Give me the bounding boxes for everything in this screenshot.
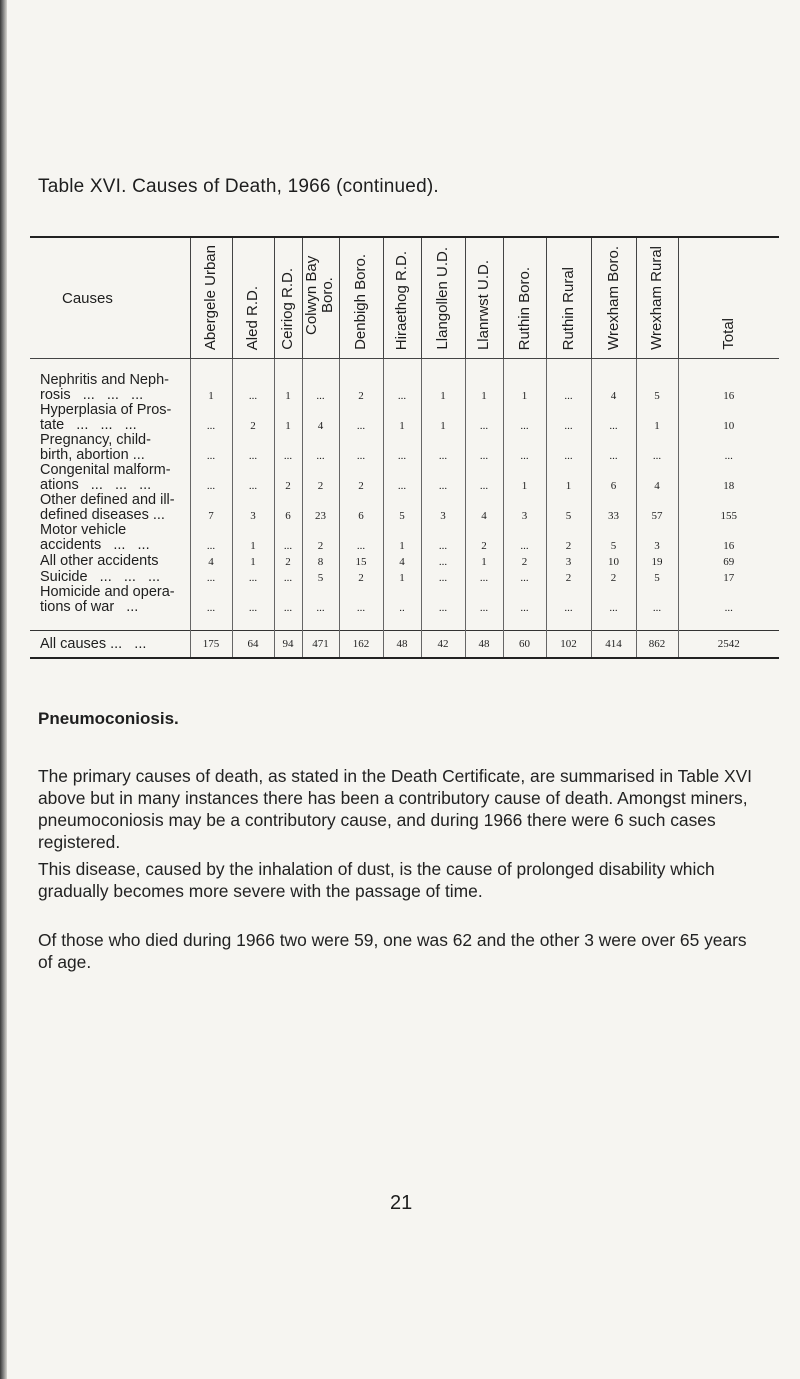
- table-cell: 19: [636, 553, 678, 569]
- table-cell: ...: [546, 433, 591, 463]
- causes-column-header: Causes: [30, 237, 190, 359]
- column-header: Ceiriog R.D.: [274, 237, 302, 359]
- spacer-cell: [190, 615, 232, 631]
- total-cell: 48: [465, 631, 503, 659]
- table-cell: ...: [678, 585, 779, 615]
- table-cell: 15: [339, 553, 383, 569]
- table-cell: 1: [546, 463, 591, 493]
- table-cell: 3: [503, 493, 546, 523]
- table-cell: 6: [339, 493, 383, 523]
- total-cell: 94: [274, 631, 302, 659]
- column-header: Hiraethog R.D.: [383, 237, 421, 359]
- table-cell: ...: [190, 463, 232, 493]
- column-header: Llangollen U.D.: [421, 237, 465, 359]
- table-cell: ...: [274, 433, 302, 463]
- table-row: [30, 463, 779, 493]
- table-cell: 33: [591, 493, 636, 523]
- table-cell: 1: [383, 403, 421, 433]
- column-header: Aled R.D.: [232, 237, 274, 359]
- table-cell: ...: [421, 463, 465, 493]
- cause-label: Hyperplasia of Pros- tate ... ... ...: [40, 402, 172, 433]
- total-label: All causes ... ...: [30, 631, 190, 659]
- spacer-cell: [274, 615, 302, 631]
- table-cell: 1: [274, 403, 302, 433]
- total-cell: 471: [302, 631, 339, 659]
- table-cell: 6: [591, 463, 636, 493]
- table-cell: ...: [636, 585, 678, 615]
- table-cell: ...: [232, 569, 274, 585]
- table-cell: 17: [678, 569, 779, 585]
- table-cell: ...: [302, 433, 339, 463]
- table-cell: 10: [678, 403, 779, 433]
- table-cell: ...: [465, 569, 503, 585]
- paragraph: The primary causes of death, as stated in the Death Certificate, are summarised in Table XVI above but in many instances there has been a contributory cause of death. Amongst miners, pneumoconiosis may be a contributory cause, and during 1966 there were 6 such cases registered.: [38, 766, 753, 853]
- table-cell: ...: [421, 553, 465, 569]
- total-cell: 414: [591, 631, 636, 659]
- spacer-cell: [302, 615, 339, 631]
- table-cell: ...: [274, 569, 302, 585]
- table-cell: 2: [591, 569, 636, 585]
- table-cell: ...: [591, 585, 636, 615]
- table-cell: 1: [421, 403, 465, 433]
- table-cell: 6: [274, 493, 302, 523]
- table-cell: 2: [232, 403, 274, 433]
- column-header: Ruthin Rural: [546, 237, 591, 359]
- table-cell: ...: [339, 403, 383, 433]
- table-cell: 1: [383, 523, 421, 553]
- table-cell: ...: [465, 585, 503, 615]
- table-cell: ...: [274, 523, 302, 553]
- spacer-cell: [421, 615, 465, 631]
- table-cell: 5: [636, 569, 678, 585]
- table-row: [30, 569, 779, 585]
- cause-label: Congenital malform- ations ... ... ...: [40, 462, 171, 493]
- table-cell: 2: [546, 569, 591, 585]
- cause-label: Homicide and opera- tions of war ...: [40, 584, 175, 615]
- cause-label: All other accidents: [40, 553, 159, 569]
- table-cell: 3: [232, 493, 274, 523]
- table-cell: 1: [232, 553, 274, 569]
- table-cell: 5: [546, 493, 591, 523]
- cause-label: Pregnancy, child- birth, abortion ...: [40, 432, 151, 463]
- table-cell: ...: [190, 523, 232, 553]
- table-cell: 2: [302, 463, 339, 493]
- table-cell: 2: [339, 463, 383, 493]
- table-cell: ...: [190, 433, 232, 463]
- total-cell: 60: [503, 631, 546, 659]
- paragraph: Of those who died during 1966 two were 59, one was 62 and the other 3 were over 65 years of age.: [38, 930, 747, 973]
- header-row: [30, 237, 779, 359]
- table-cell: 1: [383, 569, 421, 585]
- column-header: Denbigh Boro.: [339, 237, 383, 359]
- table-cell: 1: [503, 359, 546, 404]
- table-cell: 69: [678, 553, 779, 569]
- table-cell: ...: [339, 433, 383, 463]
- table-cell: 4: [302, 403, 339, 433]
- table-cell: ...: [591, 433, 636, 463]
- table-cell: 16: [678, 359, 779, 404]
- table-cell: ...: [190, 403, 232, 433]
- table-cell: ...: [636, 433, 678, 463]
- column-header: Colwyn Bay Boro.: [302, 237, 339, 359]
- table-cell: ...: [421, 523, 465, 553]
- table-cell: ...: [465, 433, 503, 463]
- table-cell: ...: [503, 585, 546, 615]
- table-cell: 4: [383, 553, 421, 569]
- table-cell: ...: [190, 585, 232, 615]
- table-cell: ...: [232, 585, 274, 615]
- table-cell: 5: [383, 493, 421, 523]
- table-cell: 1: [274, 359, 302, 404]
- table-cell: ...: [232, 433, 274, 463]
- spacer-cell: [383, 615, 421, 631]
- table-cell: 155: [678, 493, 779, 523]
- table-cell: 1: [465, 359, 503, 404]
- table-row: [30, 403, 779, 433]
- table-cell: ...: [546, 403, 591, 433]
- table-cell: ...: [503, 433, 546, 463]
- table-cell: 16: [678, 523, 779, 553]
- table-cell: 5: [302, 569, 339, 585]
- spacer-cell: [503, 615, 546, 631]
- total-cell: 162: [339, 631, 383, 659]
- spacer-cell: [546, 615, 591, 631]
- table-row: [30, 433, 779, 463]
- section-title: Pneumoconiosis.: [38, 709, 179, 728]
- table-cell: 4: [465, 493, 503, 523]
- table-cell: 8: [302, 553, 339, 569]
- table-cell: ...: [421, 585, 465, 615]
- table-cell: 1: [190, 359, 232, 404]
- spacer-row: [30, 615, 779, 631]
- table-cell: 1: [636, 403, 678, 433]
- table-cell: 2: [339, 359, 383, 404]
- table-cell: 7: [190, 493, 232, 523]
- total-cell: 48: [383, 631, 421, 659]
- table-cell: ...: [302, 359, 339, 404]
- table-cell: ...: [383, 463, 421, 493]
- paragraph: This disease, caused by the inhalation of dust, is the cause of prolonged disability which gradually becomes more severe with the passage of time.: [38, 859, 715, 902]
- table-cell: ...: [678, 433, 779, 463]
- table-cell: 3: [636, 523, 678, 553]
- table-cell: ...: [591, 403, 636, 433]
- table-cell: ...: [465, 463, 503, 493]
- table-cell: ...: [383, 359, 421, 404]
- total-cell: 2542: [678, 631, 779, 659]
- table-cell: 4: [190, 553, 232, 569]
- spacer-cell: [339, 615, 383, 631]
- total-cell: 64: [232, 631, 274, 659]
- table-cell: ...: [274, 585, 302, 615]
- table-cell: ...: [232, 463, 274, 493]
- table-cell: 2: [302, 523, 339, 553]
- column-header: Total: [678, 237, 779, 359]
- table-row: [30, 493, 779, 523]
- spacer-cell: [591, 615, 636, 631]
- table-cell: 2: [274, 553, 302, 569]
- table-cell: ..: [383, 585, 421, 615]
- table-cell: 1: [232, 523, 274, 553]
- total-row: [30, 631, 779, 659]
- table-row: [30, 523, 779, 553]
- table-row: [30, 359, 779, 404]
- page-number: 21: [390, 1192, 413, 1214]
- table-cell: 2: [465, 523, 503, 553]
- table-cell: 57: [636, 493, 678, 523]
- table-cell: ...: [465, 403, 503, 433]
- table-cell: 18: [678, 463, 779, 493]
- table-cell: 3: [421, 493, 465, 523]
- total-cell: 862: [636, 631, 678, 659]
- table-cell: ...: [383, 433, 421, 463]
- table-cell: ...: [503, 569, 546, 585]
- table-cell: ...: [503, 523, 546, 553]
- cause-label: Nephritis and Neph- rosis ... ... ...: [40, 372, 169, 403]
- table-cell: ...: [232, 359, 274, 404]
- column-header: Ruthin Boro.: [503, 237, 546, 359]
- table-cell: ...: [339, 585, 383, 615]
- column-header: Llanrwst U.D.: [465, 237, 503, 359]
- table-cell: 2: [274, 463, 302, 493]
- cause-label: Suicide ... ... ...: [40, 569, 161, 585]
- total-cell: 102: [546, 631, 591, 659]
- column-header: Wrexham Boro.: [591, 237, 636, 359]
- spacer-cell: [465, 615, 503, 631]
- table-cell: ...: [421, 433, 465, 463]
- table-cell: ...: [339, 523, 383, 553]
- column-header: Wrexham Rural: [636, 237, 678, 359]
- table-cell: ...: [546, 359, 591, 404]
- page-edge-shadow: [0, 0, 7, 1379]
- cause-label: Other defined and ill- defined diseases ...: [40, 492, 175, 523]
- spacer-cell: [636, 615, 678, 631]
- table-cell: 5: [636, 359, 678, 404]
- table-cell: ...: [546, 585, 591, 615]
- cause-label: Motor vehicle accidents ... ...: [40, 522, 150, 553]
- causes-of-death-table: [30, 236, 774, 659]
- table-cell: 4: [636, 463, 678, 493]
- spacer-cell: [30, 615, 190, 631]
- total-cell: 42: [421, 631, 465, 659]
- table-cell: 4: [591, 359, 636, 404]
- table-cell: ...: [503, 403, 546, 433]
- table-cell: 23: [302, 493, 339, 523]
- table-cell: 1: [421, 359, 465, 404]
- table-cell: 1: [465, 553, 503, 569]
- table-cell: 3: [546, 553, 591, 569]
- column-header: Abergele Urban: [190, 237, 232, 359]
- table-row: [30, 553, 779, 569]
- table-cell: ...: [421, 569, 465, 585]
- table-cell: 2: [339, 569, 383, 585]
- table-row: [30, 585, 779, 615]
- spacer-cell: [232, 615, 274, 631]
- table-cell: 2: [546, 523, 591, 553]
- table-cell: 2: [503, 553, 546, 569]
- table-cell: 1: [503, 463, 546, 493]
- table-cell: ...: [190, 569, 232, 585]
- table-cell: 5: [591, 523, 636, 553]
- table-cell: ...: [302, 585, 339, 615]
- spacer-cell: [678, 615, 779, 631]
- table-title: Table XVI. Causes of Death, 1966 (continued).: [38, 176, 439, 197]
- total-cell: 175: [190, 631, 232, 659]
- table-cell: 10: [591, 553, 636, 569]
